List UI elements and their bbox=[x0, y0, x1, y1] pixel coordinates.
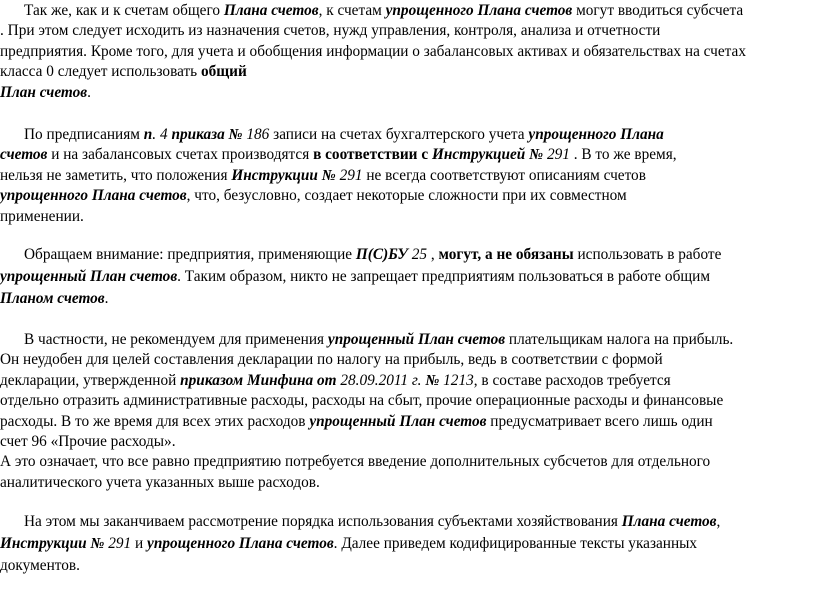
paragraph-3-line-2 bbox=[0, 267, 816, 289]
link-prikaz-minfina[interactable]: приказом Минфина от bbox=[180, 371, 337, 389]
text: и bbox=[131, 535, 148, 552]
link-uproshchennyy-plan[interactable]: счетов bbox=[0, 146, 48, 164]
text: . bbox=[152, 126, 160, 143]
paragraph-2-line-3 bbox=[0, 166, 816, 186]
paragraph-4-line-6: счет 96 «Прочие расходы». bbox=[0, 432, 176, 450]
paragraph-2-line-5: применении. bbox=[0, 207, 84, 225]
text: плательщикам налога на прибыль. bbox=[505, 331, 734, 348]
text: Так же, как и к счетам общего bbox=[24, 2, 224, 19]
text: 28.09.2011 г. bbox=[336, 371, 422, 389]
text: могут вводиться субсчета bbox=[572, 2, 744, 19]
paragraph-5 bbox=[0, 512, 816, 578]
paragraph-4 bbox=[0, 330, 816, 493]
paragraph-2-line-1 bbox=[0, 125, 816, 145]
text: Обращаем внимание: предприятия, применяющие bbox=[24, 246, 356, 263]
paragraph-3 bbox=[0, 245, 816, 311]
text: На этом мы заканчиваем рассмотрение порядка использования субъектами хозяйствования bbox=[24, 513, 622, 530]
link-punkt[interactable]: п bbox=[143, 126, 153, 143]
paragraph-4-line-3 bbox=[0, 371, 816, 391]
text: не всегда соответствуют описаниям счетов bbox=[362, 166, 646, 184]
emphasis-bold: в соответствии с bbox=[313, 146, 432, 164]
text: . Таким образом, никто не запрещает предприятиям пользоваться в работе общим bbox=[177, 268, 710, 285]
link-uproshchennyy-plan[interactable]: упрощенного Плана bbox=[528, 126, 664, 143]
text: нельзя не заметить, что положения bbox=[0, 166, 232, 184]
text: , bbox=[427, 246, 439, 263]
text: расходы. В то же время для всех этих расходов bbox=[0, 412, 310, 430]
link-plan-schetov[interactable]: Плана счетов bbox=[621, 513, 717, 530]
text: класса 0 следует использовать bbox=[0, 63, 201, 81]
paragraph-4-line-7: А это означает, что все равно предприятию потребуется введение дополнительных субсчетов для отдельного bbox=[0, 453, 711, 471]
paragraph-5-line-1 bbox=[0, 512, 816, 534]
link-plan-schetov[interactable]: План счетов bbox=[0, 83, 88, 101]
paragraph-4-line-4: отдельно отразить административные расходы, расходы на сбыт, прочие операционные расходы и финансовые bbox=[0, 392, 724, 410]
text: 291 bbox=[104, 535, 132, 552]
paragraph-4-line-5 bbox=[0, 412, 816, 432]
text: декларации, утвержденной bbox=[0, 371, 181, 389]
text: . Далее приведем кодифицированные тексты указанных bbox=[333, 535, 698, 552]
link-uproshchennyy-plan[interactable]: упрощенного Плана счетов bbox=[385, 2, 573, 19]
paragraph-4-line-8: аналитического учета указанных выше расходов. bbox=[0, 473, 320, 491]
paragraph-1-line-1 bbox=[0, 1, 816, 21]
paragraph-5-line-3: документов. bbox=[0, 557, 80, 574]
emphasis-bold: общий bbox=[200, 63, 247, 81]
paragraph-1-line-5 bbox=[0, 83, 816, 103]
link-plan-schetov[interactable]: Плана счетов bbox=[223, 2, 319, 19]
text: , к счетам bbox=[318, 2, 386, 19]
link-instruktsiya[interactable]: Инструкции № bbox=[0, 535, 105, 552]
text: , что, безусловно, создает некоторые сложности при их совместном bbox=[186, 187, 627, 205]
paragraph-4-line-1 bbox=[0, 330, 816, 350]
text: , bbox=[716, 513, 721, 530]
link-instruktsiya[interactable]: Инструкцией № bbox=[431, 146, 544, 164]
paragraph-3-line-3 bbox=[0, 289, 816, 311]
paragraph-2-line-4 bbox=[0, 186, 816, 206]
text: , в составе расходов требуется bbox=[473, 371, 671, 389]
text: В частности, не рекомендуем для применения bbox=[24, 331, 328, 348]
paragraph-1-line-4 bbox=[0, 62, 816, 82]
text: 25 bbox=[407, 246, 428, 263]
paragraph-1-line-3: предприятия. Кроме того, для учета и обобщения информации о забалансовых активах и обязательствах на счетах bbox=[0, 42, 746, 60]
text: 291 bbox=[543, 146, 570, 164]
paragraph-1 bbox=[0, 1, 816, 103]
paragraph-5-line-2 bbox=[0, 534, 816, 556]
emphasis-bold: могут, а не обязаны bbox=[438, 246, 574, 263]
link-uproshchennyy-plan[interactable]: упрощенного Плана счетов bbox=[147, 535, 334, 552]
text: По предписаниям bbox=[24, 126, 144, 143]
link-uproshchennyy-plan[interactable]: упрощенный План счетов bbox=[327, 331, 506, 348]
paragraph-4-line-2: Он неудобен для целей составления декларации по налогу на прибыль, ведь в соответствии с формой bbox=[0, 351, 663, 369]
text: . bbox=[104, 290, 109, 307]
text: 4 bbox=[159, 126, 172, 143]
link-prikaz[interactable]: приказа № bbox=[171, 126, 243, 143]
text: 186 bbox=[242, 126, 270, 143]
link-plan-schetov[interactable]: Планом счетов bbox=[0, 290, 105, 307]
text: и на забалансовых счетах производятся bbox=[47, 146, 314, 164]
text: № bbox=[421, 371, 440, 389]
text: . В то же время, bbox=[569, 146, 677, 164]
text: использовать в работе bbox=[573, 246, 722, 263]
paragraph-2-line-2 bbox=[0, 145, 816, 165]
text: . bbox=[87, 83, 91, 101]
link-uproshchennyy-plan[interactable]: упрощенный План счетов bbox=[309, 412, 487, 430]
link-psbu[interactable]: П(С)БУ bbox=[355, 246, 408, 263]
text: 291 bbox=[335, 166, 363, 184]
paragraph-2 bbox=[0, 125, 816, 227]
text: 1213 bbox=[439, 371, 474, 389]
link-uproshchennyy-plan[interactable]: упрощенного Плана счетов bbox=[0, 187, 187, 205]
link-instruktsiya[interactable]: Инструкции № bbox=[231, 166, 336, 184]
paragraph-3-line-1 bbox=[0, 245, 816, 267]
link-uproshchennyy-plan[interactable]: упрощенный План счетов bbox=[0, 268, 178, 285]
text: предусматривает всего лишь один bbox=[486, 412, 713, 430]
text: записи на счетах бухгалтерского учета bbox=[269, 126, 529, 143]
paragraph-1-line-2: . При этом следует исходить из назначения счетов, нужд управления, контроля, анализа и отчетности bbox=[0, 22, 661, 40]
